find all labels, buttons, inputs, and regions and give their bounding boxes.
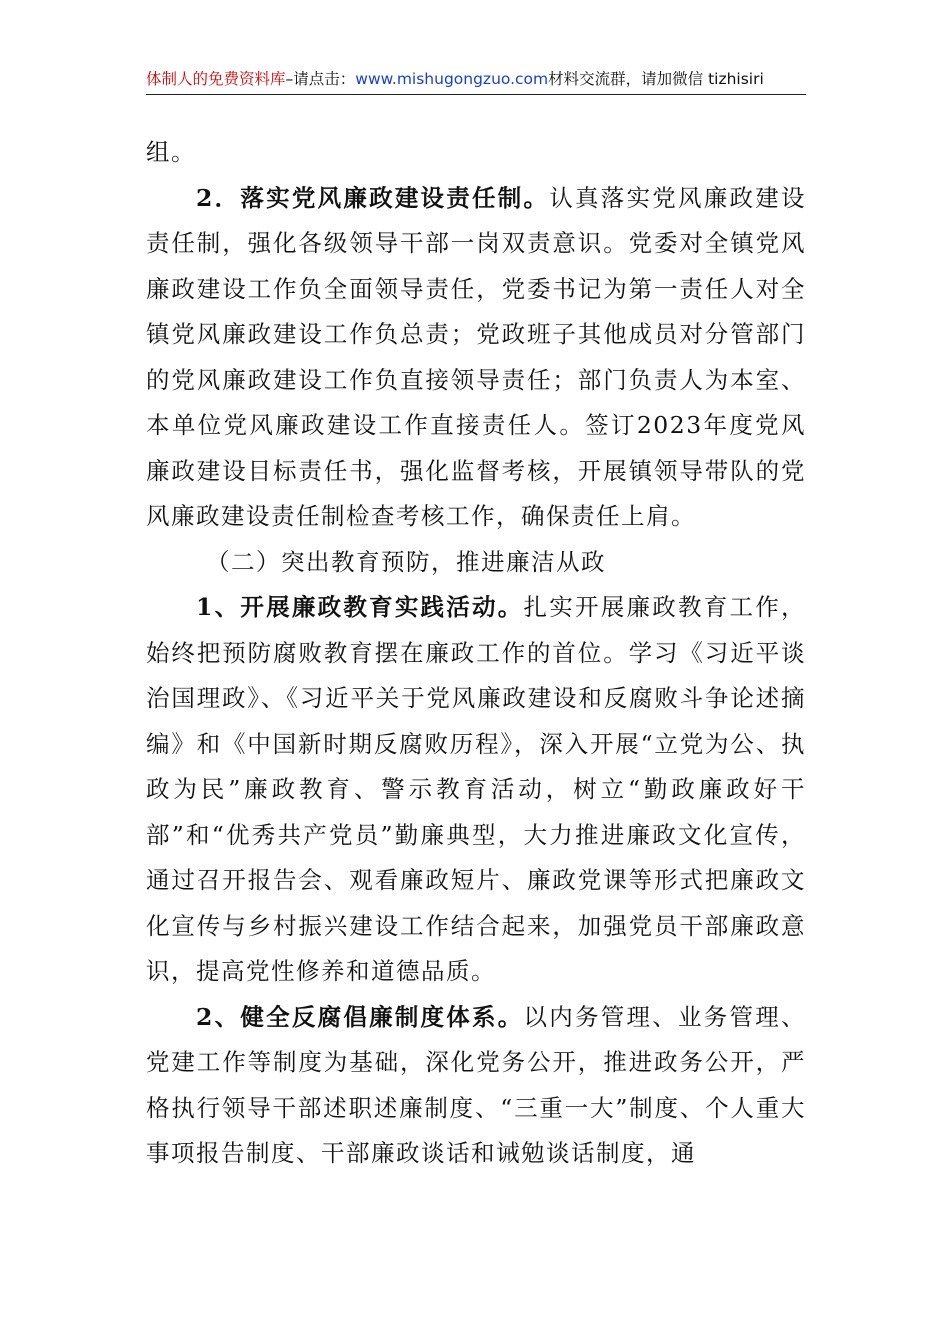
document-body xyxy=(146,130,806,1177)
paragraph-heading: 2．落实党风廉政建设责任制。 xyxy=(196,183,550,212)
header-site-name: 体制人的免费资料库 xyxy=(146,70,286,88)
header-url-link[interactable]: www.mishugongzuo.com xyxy=(355,70,549,88)
paragraph-continuation xyxy=(146,130,806,176)
section-heading-education-prevention xyxy=(146,540,806,586)
paragraph-anti-corruption-system xyxy=(146,995,806,1177)
paragraph-text: 组。 xyxy=(146,138,196,166)
paragraph-responsibility-system xyxy=(146,176,806,540)
header-divider xyxy=(146,94,806,95)
section-heading-text: （二）突出教育预防，推进廉洁从政 xyxy=(206,547,606,576)
header-click-prompt: –请点击： xyxy=(285,70,356,88)
header-contact: 材料交流群，请加微信 tizhisiri xyxy=(548,70,764,88)
paragraph-text: 扎实开展廉政教育工作，始终把预防腐败教育摆在廉政工作的首位。学习《习近平谈治国理政》、《习近平关于党风廉政建设和反腐败斗争论述摘编》和《中国新时期反腐败历程》，深入开展“立党为公、执政为民”廉政教育、警示教育活动，树立“勤政廉政好干部”和“优秀共产党员”勤廉典型，大力推进廉政文化宣传，通过召开报告会、观看廉政短片、廉政党课等形式把廉政文化宣传与乡村振兴建设工作结合起来，加强党员干部廉政意识，提高党性修养和道德品质。 xyxy=(146,593,806,985)
paragraph-text: 以内务管理、业务管理、党建工作等制度为基础，深化党务公开，推进政务公开，严格执行领导干部述职述廉制度、“三重一大”制度、个人重大事项报告制度、干部廉政谈话和诫勉谈话制度，通 xyxy=(146,1002,806,1167)
paragraph-education-activities xyxy=(146,585,806,995)
paragraph-heading: 2、健全反腐倡廉制度体系。 xyxy=(196,1002,524,1031)
paragraph-text: 认真落实党风廉政建设责任制，强化各级领导干部一岗双责意识。党委对全镇党风廉政建设工作负全面领导责任，党委书记为第一责任人对全镇党风廉政建设工作负总责；党政班子其他成员对分管部门的党风廉政建设工作负直接领导责任；部门负责人为本室、本单位党风廉政建设工作直接责任人。签订2023年度党风廉政建设目标责任书，强化监督考核，开展镇领导带队的党风廉政建设责任制检查考核工作，确保责任上肩。 xyxy=(146,183,807,530)
page-header xyxy=(146,66,806,92)
paragraph-heading: 1、开展廉政教育实践活动。 xyxy=(196,593,524,621)
